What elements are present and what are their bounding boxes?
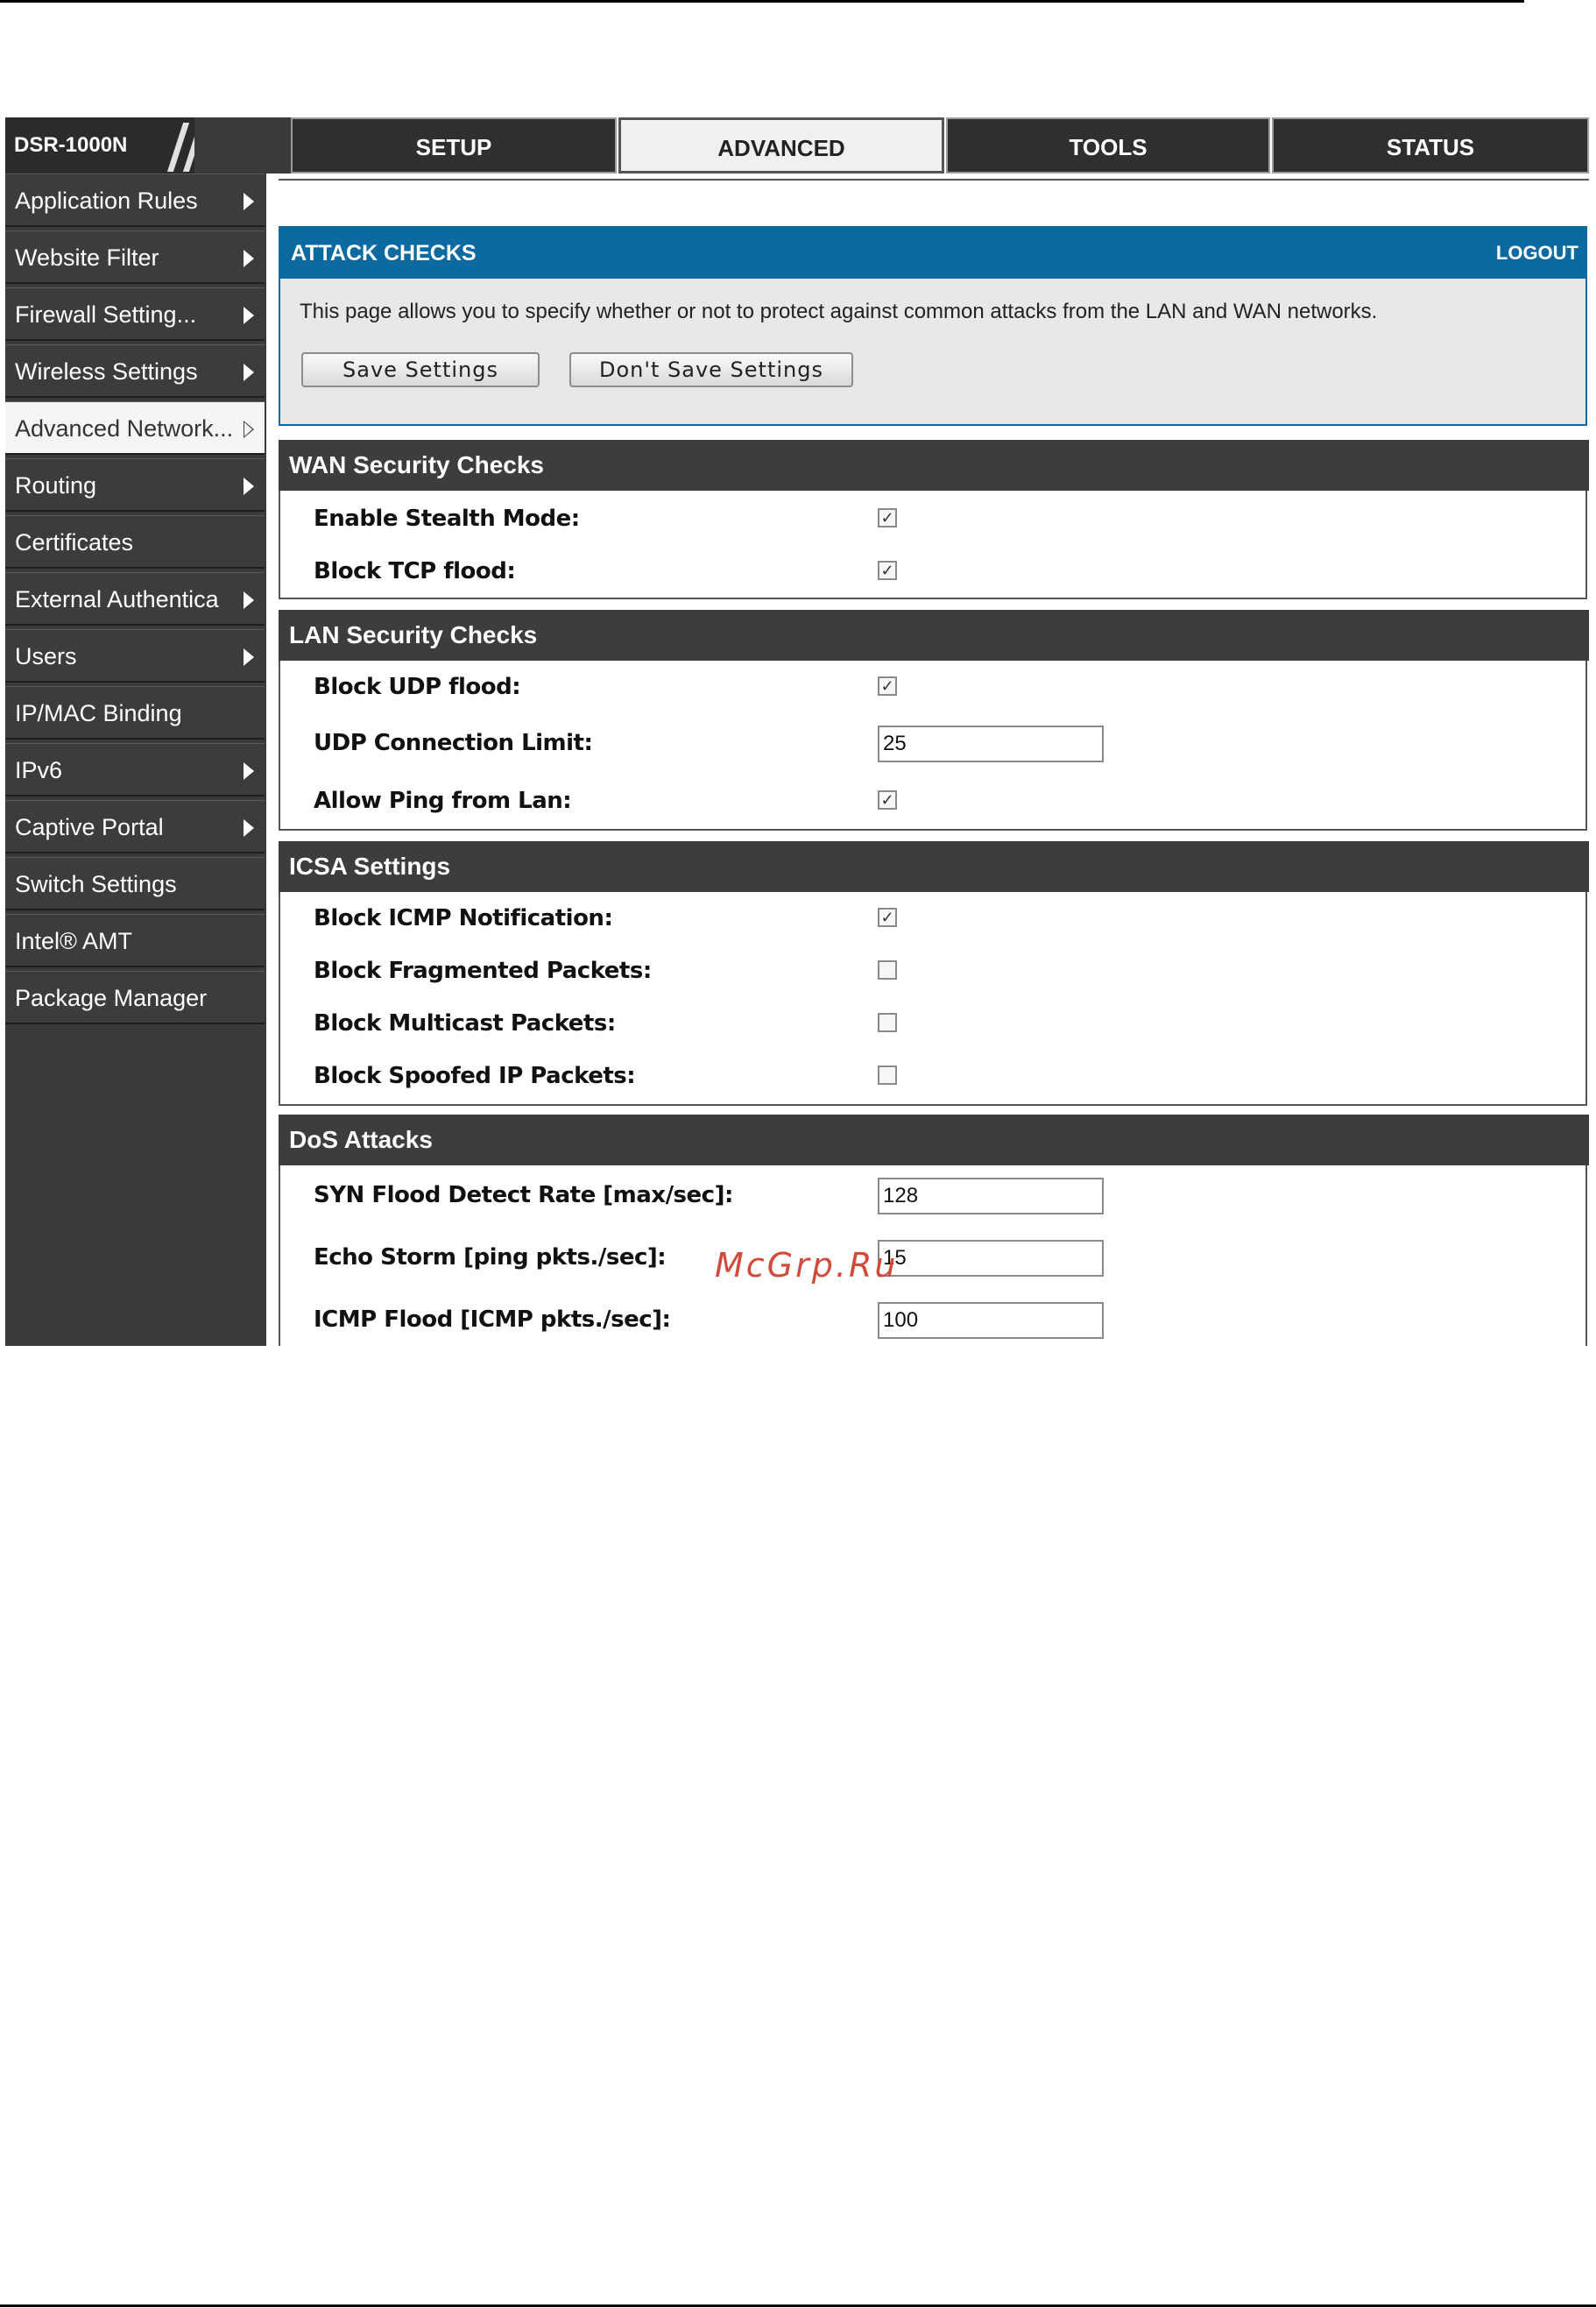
sidebar-item-label: Routing [15, 472, 97, 499]
section-title: LAN Security Checks [279, 610, 1589, 661]
tab-tools[interactable]: TOOLS [946, 117, 1270, 173]
sidebar-item-label: Firewall Setting... [15, 301, 197, 328]
form-row [280, 1050, 1585, 1102]
syn-flood-input[interactable] [878, 1178, 1104, 1214]
page-description: This page allows you to specify whether or not to protect against common attacks from the LAN and WAN networks. [300, 300, 1378, 323]
tcp-flood-checkbox[interactable]: ✓ [878, 561, 897, 580]
block-fragmented-label: Block Fragmented Packets: [314, 958, 652, 984]
tab-advanced[interactable]: ADVANCED [618, 117, 944, 173]
bottom-rule [0, 2304, 1596, 2307]
submenu-arrow-icon [244, 762, 254, 780]
sidebar-item-label: Users [15, 643, 77, 669]
sidebar-item-captive-portal[interactable] [5, 800, 265, 853]
section-body [279, 892, 1587, 1106]
wan-security-section [279, 440, 1589, 599]
sidebar-item-ipv6[interactable] [5, 743, 265, 796]
sidebar [5, 173, 266, 1346]
section-body [279, 661, 1587, 831]
block-spoofed-ip-checkbox[interactable] [878, 1066, 897, 1085]
udp-flood-checkbox[interactable]: ✓ [878, 676, 897, 696]
sidebar-item-label: Captive Portal [15, 814, 164, 840]
submenu-arrow-icon [244, 478, 254, 495]
form-row [280, 945, 1585, 997]
dont-save-settings-button[interactable]: Don't Save Settings [569, 352, 853, 387]
sidebar-item-ip-mac-binding[interactable] [5, 686, 265, 740]
tcp-flood-label: Block TCP flood: [314, 558, 516, 584]
form-row [280, 1293, 1585, 1346]
watermark: McGrp.Ru [715, 1246, 899, 1285]
echo-storm-input[interactable] [878, 1240, 1104, 1277]
sidebar-item-switch-settings[interactable] [5, 857, 265, 910]
sidebar-item-label: Certificates [15, 529, 134, 556]
form-row [280, 1231, 1585, 1284]
sidebar-item-routing[interactable] [5, 458, 265, 512]
block-icmp-notification-checkbox[interactable]: ✓ [878, 908, 897, 927]
syn-flood-label: SYN Flood Detect Rate [max/sec]: [314, 1182, 733, 1208]
form-row [280, 892, 1585, 945]
save-settings-button[interactable]: Save Settings [301, 352, 540, 387]
block-icmp-notification-label: Block ICMP Notification: [314, 905, 613, 931]
stealth-mode-label: Enable Stealth Mode: [314, 506, 580, 532]
brand-tail [194, 117, 293, 173]
top-rule [0, 0, 1524, 3]
sidebar-item-label: Website Filter [15, 244, 159, 271]
submenu-arrow-icon [244, 307, 254, 324]
sidebar-item-advanced-network[interactable] [5, 401, 265, 455]
form-row [280, 1169, 1585, 1221]
page-title: ATTACK CHECKS [291, 241, 477, 265]
submenu-arrow-icon [244, 648, 254, 666]
attack-checks-panel [279, 226, 1587, 426]
udp-flood-label: Block UDP flood: [314, 674, 521, 700]
sidebar-item-label: IPv6 [15, 757, 63, 783]
form-row [280, 717, 1585, 769]
router-admin-app [5, 117, 1589, 1346]
section-title: DoS Attacks [279, 1115, 1589, 1165]
sidebar-item-label: Advanced Network... [15, 415, 234, 442]
sidebar-item-label: Package Manager [15, 985, 208, 1011]
submenu-arrow-icon [244, 819, 254, 837]
brand-text: DSR-1000N [14, 133, 128, 157]
icmp-flood-input[interactable] [878, 1302, 1104, 1339]
divider [279, 179, 1589, 181]
lan-security-section [279, 610, 1589, 831]
allow-ping-checkbox[interactable]: ✓ [878, 790, 897, 810]
sidebar-item-label: Intel® AMT [15, 928, 132, 954]
sidebar-item-label: Application Rules [15, 188, 198, 214]
sidebar-item-certificates[interactable] [5, 515, 265, 569]
icmp-flood-label: ICMP Flood [ICMP pkts./sec]: [314, 1306, 671, 1333]
form-row [280, 661, 1585, 713]
block-multicast-label: Block Multicast Packets: [314, 1010, 616, 1037]
section-title: ICSA Settings [279, 841, 1589, 892]
tab-status[interactable]: STATUS [1272, 117, 1589, 173]
submenu-arrow-icon [244, 591, 254, 609]
sidebar-item-external-authentication[interactable] [5, 572, 265, 626]
attack-checks-header [280, 228, 1585, 279]
tab-setup[interactable]: SETUP [291, 117, 617, 173]
sidebar-item-intel-amt[interactable] [5, 914, 265, 967]
section-body [279, 1165, 1587, 1346]
allow-ping-label: Allow Ping from Lan: [314, 788, 572, 814]
sidebar-item-wireless-settings[interactable] [5, 344, 265, 398]
form-row [280, 997, 1585, 1050]
submenu-arrow-icon [244, 250, 254, 267]
sidebar-item-users[interactable] [5, 629, 265, 683]
sidebar-item-package-manager[interactable] [5, 971, 265, 1024]
section-title: WAN Security Checks [279, 440, 1589, 491]
block-fragmented-checkbox[interactable] [878, 960, 897, 980]
stealth-mode-checkbox[interactable]: ✓ [878, 508, 897, 527]
sidebar-item-application-rules[interactable] [5, 173, 265, 227]
sidebar-item-label: IP/MAC Binding [15, 700, 182, 726]
udp-connection-limit-label: UDP Connection Limit: [314, 730, 593, 756]
dos-attacks-section [279, 1115, 1589, 1346]
echo-storm-label: Echo Storm [ping pkts./sec]: [314, 1244, 667, 1271]
submenu-arrow-outline-icon [244, 421, 254, 438]
logout-link[interactable]: LOGOUT [1495, 242, 1578, 264]
block-spoofed-ip-label: Block Spoofed IP Packets: [314, 1063, 636, 1089]
sidebar-item-label: External Authentica [15, 586, 219, 612]
sidebar-item-label: Switch Settings [15, 871, 177, 897]
main-content [279, 173, 1589, 1346]
form-row [280, 492, 1585, 545]
icsa-settings-section [279, 841, 1589, 1106]
form-row [280, 775, 1585, 827]
sidebar-item-website-filter[interactable] [5, 230, 265, 284]
block-multicast-checkbox[interactable] [878, 1013, 897, 1032]
submenu-arrow-icon [244, 364, 254, 381]
section-body [279, 491, 1587, 599]
form-row [280, 545, 1585, 598]
sidebar-item-label: Wireless Settings [15, 358, 198, 385]
sidebar-item-firewall-settings[interactable] [5, 287, 265, 341]
submenu-arrow-icon [244, 193, 254, 210]
udp-connection-limit-input[interactable] [878, 726, 1104, 762]
